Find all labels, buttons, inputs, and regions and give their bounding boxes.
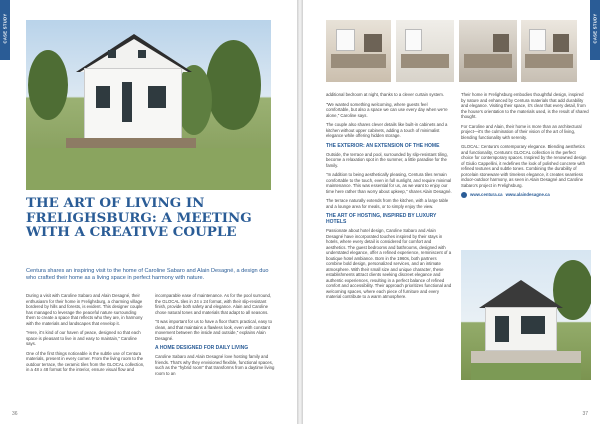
- house-terrace-photo: [461, 250, 591, 380]
- right-column-2: [461, 92, 589, 198]
- case-study-label: CASE STUDY: [592, 13, 598, 44]
- paragraph: incomparable ease of maintenance. As for the pool surround, the GLOCAL tiles in 24 x 24 format, with their slip-resistant finish, provide both safety and elegance. Alain and Caroline chose natural tones and materials that adapt to all seasons.: [155, 293, 272, 315]
- left-column-2: [155, 293, 275, 380]
- paragraph: Their home in Frelighsburg embodies thoughtful design, inspired by nature and enhanced by Centura materials that add durability and elegance. Visiting their space, it's clear that every detail, from the house's orientation to the materials used, is the result of shared thought.: [461, 92, 589, 119]
- kitchen-photo: [459, 20, 517, 82]
- left-column-1: [26, 293, 146, 377]
- paragraph: "In addition to being aesthetically pleasing, Centura tiles remain comfortable to the touch, even in full sunlight, and require minimal maintenance. This was essential for us, as we want to enjoy our time here rather than worry about upkeep," shares Alain Desagné.: [326, 172, 452, 194]
- page-number: 36: [12, 411, 18, 417]
- paragraph: "We wanted something welcoming, where guests feel comfortable, but also a space we can use every day when we're alone," Caroline says.: [326, 101, 448, 118]
- section-heading: THE ART OF HOSTING, INSPIRED BY LUXURY HOTELS: [326, 213, 437, 225]
- article-intro: Centura shares an inspiring visit to the home of Caroline Sabaro and Alain Desagné, a design duo who crafted their home as a living space in perfect harmony with nature.: [26, 268, 269, 281]
- paragraph: additional bedroom at night, thanks to a clever curtain system.: [326, 92, 444, 97]
- paragraph: "Here, it's kind of our haven of peace, designed so that each space is pleasant to live in and easy to maintain," Caroline says.: [26, 330, 141, 346]
- paragraph: The couple also shares clever details like built-in cabinets and a kitchen without upper cabinets, adding a touch of minimalist elegance while offering hidden storage.: [326, 122, 448, 138]
- globe-icon: [461, 192, 467, 198]
- case-study-label: CASE STUDY: [2, 13, 8, 44]
- paragraph: Outside, the terrace and pool, surrounded by slip-resistant tiling, become a relaxation spot in the summer, a little paradise for the family.: [326, 151, 448, 168]
- right-column-1: [326, 92, 452, 304]
- living-room-photo: [326, 20, 391, 82]
- paragraph: For Caroline and Alain, their home is more than an architectural project—it's the culmination of their vision of the art of living, blending functionality with serenity.: [461, 123, 582, 140]
- right-page: [303, 0, 600, 424]
- paragraph: GLOCAL: Centura's contemporary elegance. Blending aesthetics and functionality, Centura's GLOCAL collection is the perfect choice for contemporary spaces. Inspired by the renowned design of Giulio Cappellini, it redefines the look of polished concrete with refined textures and subtle tones. Combining the durability of porcelain stoneware with timeless elegance, it creates seamless indoor-outdoor harmony, as seen in Alain Desagné and Caroline Sabaro's project in Frelighsburg.: [461, 144, 587, 188]
- paragraph: One of the first things noticeable is the subtle use of Centura materials, present in every corner. From the living room to the outdoor terrace, the ceramic tiles from the GLOCAL collection, in a 48 x 48 format for the interior, ensure visual flow and: [26, 350, 145, 372]
- house-exterior-photo: [26, 20, 271, 190]
- hallway-photo: [396, 20, 454, 82]
- paragraph: Caroline Sabaro and Alain Desagné love hosting family and friends. That's why they envisioned flexible, functional spaces, such as the "hybrid room" that transforms from a daytime living room to an: [155, 354, 275, 376]
- left-page: [0, 0, 297, 424]
- website-links: [461, 192, 589, 198]
- paragraph: "It was important for us to have a floor that's practical, easy to clean, and that maintains a flawless look, even with constant movement between the inside and outside," explains Alain Desagné.: [155, 319, 272, 341]
- paragraph: The terrace naturally extends from the kitchen, with a large table and a lounge area for meals, or to simply enjoy the view.: [326, 198, 449, 209]
- designer-link[interactable]: www.alaindesagne.ca: [505, 192, 550, 198]
- paragraph: During a visit with Caroline Sabaro and Alain Desagné, their enthusiasm for their home in Frelighsburg, a charming village bordered by hills and forests, is evident. This designer couple has managed to leverage the peaceful nature surrounding them to create a space that reflects who they are, in harmony with the materials and landscapes that envelop it.: [26, 293, 143, 326]
- dining-room-photo: [521, 20, 577, 82]
- section-heading: A HOME DESIGNED FOR DAILY LIVING: [155, 345, 249, 351]
- centura-link[interactable]: www.centura.ca: [470, 192, 503, 198]
- section-heading: THE EXTERIOR: AN EXTENSION OF THE HOME: [326, 142, 440, 149]
- paragraph: Passionate about hotel design, Caroline Sabaro and Alain Desagné have incorporated touches inspired by their stays in hotels, where every detail is considered for comfort and aesthetics. The guest bedrooms and bathrooms, designed with understated elegance, offer a refined experience, reminiscent of a boutique hotel ambiance. Born in the 1960s, both partners combine bold design, personalized services, and an intimate atmosphere. With their small size and unique character, these establishments attract clients seeking discreet elegance and authentic experiences, resulting in a perfect balance of refined comfort and accessibility. Their approach prioritizes functional and welcoming spaces, where each piece of furniture and every material contribute to a warm atmosphere.: [326, 228, 452, 299]
- article-title: THE ART OF LIVING IN FRELIGHSBURG: A MEETING WITH A CREATIVE COUPLE: [26, 195, 252, 240]
- page-number: 37: [582, 411, 588, 417]
